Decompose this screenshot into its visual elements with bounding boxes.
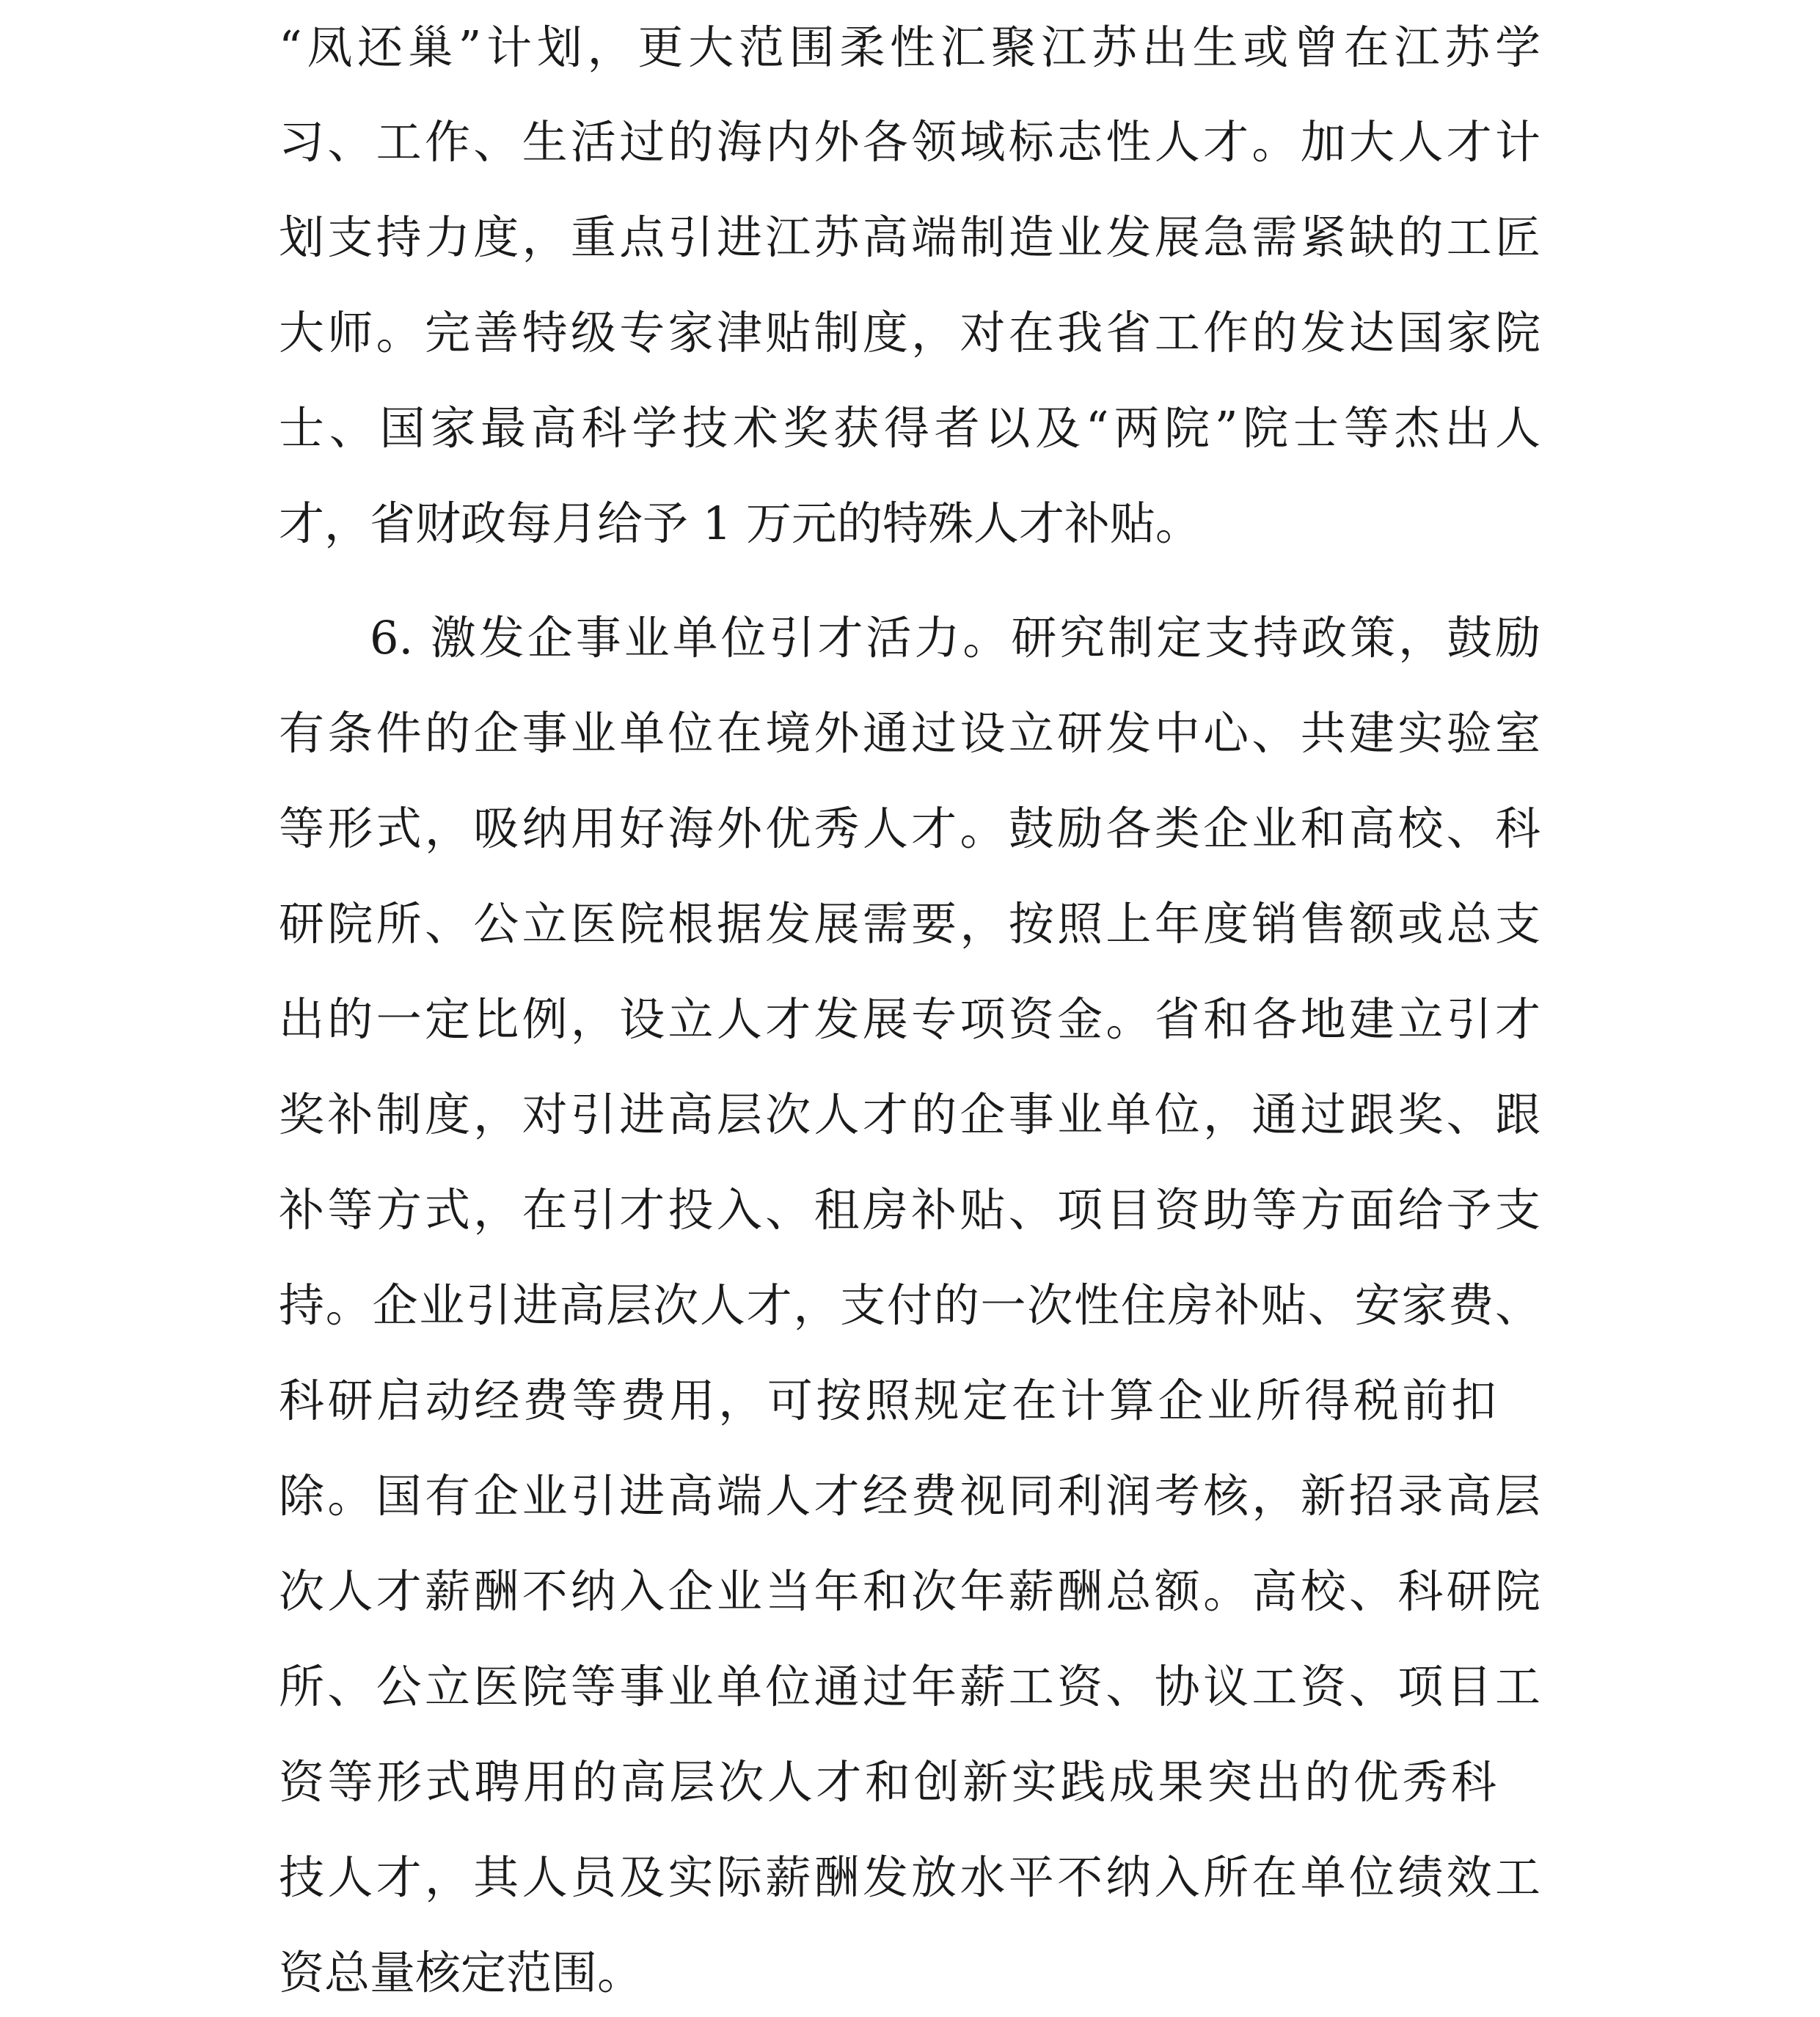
paragraph-2-line-6: 奖补制度，对引进高层次人才的企事业单位，通过跟奖、跟 [279,1088,1541,1141]
paragraph-1-line-5: 士、国家最高科学技术奖获得者以及“两院”院士等杰出人 [279,401,1541,455]
paragraph-2-line-4: 研院所、公立医院根据发展需要，按照上年度销售额或总支 [279,897,1541,951]
paragraph-1-line-2: 习、工作、生活过的海内外各领域标志性人才。加大人才计 [279,115,1541,169]
paragraph-2-line-9: 科研启动经费等费用，可按照规定在计算企业所得税前扣 [279,1374,1496,1427]
paragraph-1-line-3: 划支持力度，重点引进江苏高端制造业发展急需紧缺的工匠 [279,211,1541,264]
paragraph-2-line-14: 技人才，其人员及实际薪酬发放水平不纳入所在单位绩效工 [279,1851,1541,1904]
paragraph-2-line-7: 补等方式，在引才投入、租房补贴、项目资助等方面给予支 [279,1183,1541,1237]
paragraph-2-line-11: 次人才薪酬不纳入企业当年和次年薪酬总额。高校、科研院 [279,1564,1541,1618]
paragraph-2-line-15: 资总量核定范围。 [279,1946,643,1999]
paragraph-2-line-10: 除。国有企业引进高端人才经费视同利润考核，新招录高层 [279,1469,1541,1523]
paragraph-2-line-8: 持。企业引进高层次人才，支付的一次性住房补贴、安家费、 [279,1278,1541,1332]
paragraph-2-line-1: 6. 激发企事业单位引才活力。研究制定支持政策，鼓励 [370,611,1541,665]
paragraph-1-line-4: 大师。完善特级专家津贴制度，对在我省工作的发达国家院 [279,306,1541,359]
paragraph-1-line-1: “凤还巢”计划，更大范围柔性汇聚江苏出生或曾在江苏学 [279,21,1541,74]
paragraph-1-line-6: 才，省财政每月给予 1 万元的特殊人才补贴。 [279,497,1201,550]
paragraph-2-line-2: 有条件的企事业单位在境外通过设立研发中心、共建实验室 [279,706,1541,760]
paragraph-2-line-12: 所、公立医院等事业单位通过年薪工资、协议工资、项目工 [279,1660,1541,1713]
paragraph-2-line-3: 等形式，吸纳用好海外优秀人才。鼓励各类企业和高校、科 [279,802,1541,855]
paragraph-2-line-13: 资等形式聘用的高层次人才和创新实践成果突出的优秀科 [279,1755,1496,1809]
paragraph-2-line-5: 出的一定比例，设立人才发展专项资金。省和各地建立引才 [279,992,1541,1046]
